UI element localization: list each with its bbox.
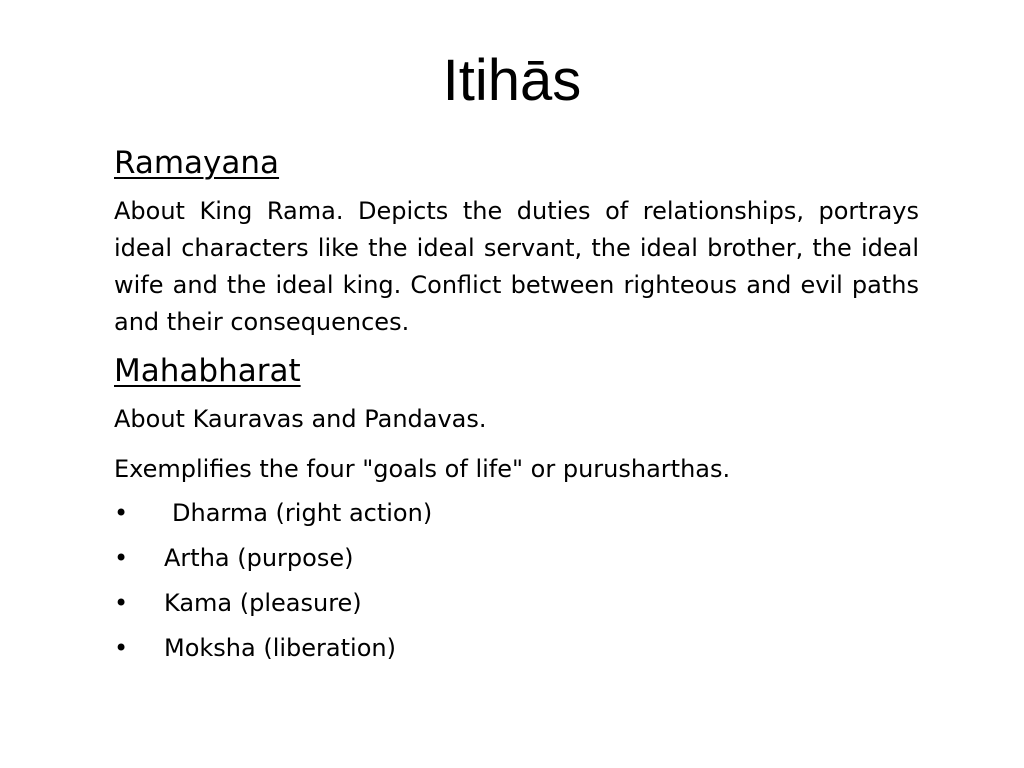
bullet-marker: •	[114, 634, 129, 662]
slide-content	[114, 143, 919, 673]
list-item-artha	[114, 538, 919, 583]
list-item-moksha	[114, 628, 919, 673]
section-heading-mahabharat: Mahabharat	[114, 353, 301, 389]
ramayana-description: About King Rama. Depicts the duties of relationships, portrays ideal characters like the ideal servant, the ideal brother, the ideal wife and the ideal king. Conflict between righteous and evil paths and their consequences.	[114, 197, 919, 336]
list-item-label: Kama (pleasure)	[164, 589, 362, 617]
slide-title: Itihās	[442, 48, 582, 113]
section-heading-ramayana: Ramayana	[114, 145, 280, 181]
goals-of-life-list	[114, 493, 919, 673]
list-item-label: Artha (purpose)	[164, 544, 354, 572]
list-item-label: Dharma (right action)	[172, 499, 433, 527]
list-item-label: Moksha (liberation)	[164, 634, 396, 662]
list-item-dharma	[114, 493, 919, 538]
list-item-kama	[114, 583, 919, 628]
bullet-marker: •	[114, 544, 129, 572]
bullet-marker: •	[114, 589, 129, 617]
mahabharat-description: About Kauravas and Pandavas.	[114, 405, 487, 433]
mahabharat-goals-intro: Exemplifies the four "goals of life" or purusharthas.	[114, 455, 731, 483]
bullet-marker: •	[114, 499, 129, 527]
